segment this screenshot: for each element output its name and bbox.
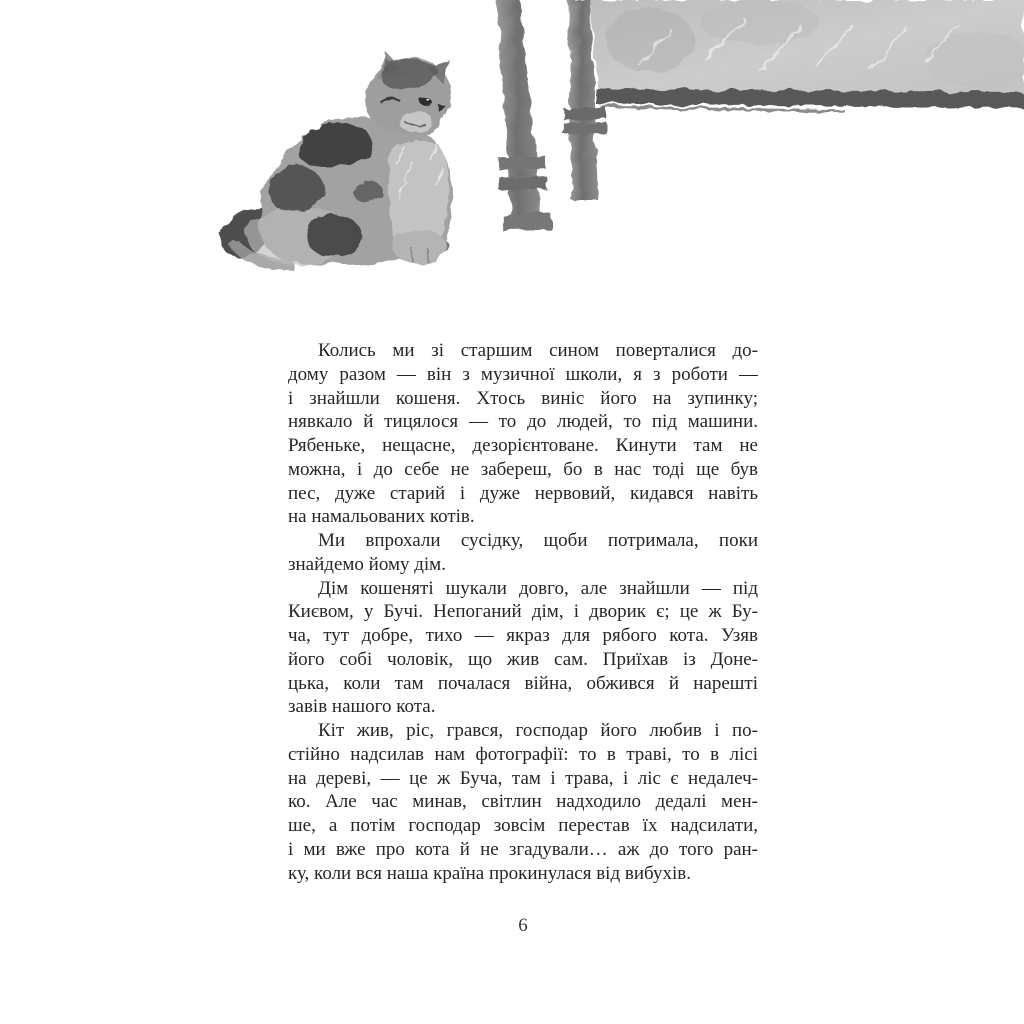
text-line: Колись ми зі старшим сином поверталися до- <box>318 340 758 361</box>
kitten-illustration <box>220 52 453 271</box>
text-line: ко. Але час минав, світлин надходило дедалі мен- <box>288 791 758 813</box>
text-line: дому разом — він з музичної школи, я з роботи — <box>288 363 758 385</box>
text-line: і знайшли кошеня. Хтось виніс його на зупинку; <box>288 387 758 409</box>
paragraph <box>288 719 758 885</box>
text-line: ку, коли вся наша країна прокинулася від вибухів. <box>288 862 691 884</box>
text-line: Кіт жив, ріс, грався, господар його любив і по- <box>318 720 758 741</box>
bench-illustration <box>497 0 1024 231</box>
paragraph <box>288 529 758 577</box>
paragraph <box>288 339 758 529</box>
kitten-paws <box>393 230 445 263</box>
bench-strap <box>497 0 543 230</box>
bench-seat-edge <box>596 89 1024 108</box>
text-line: нявкало й тицялося — то до людей, то під машини. <box>288 411 758 433</box>
text-line: на намальованих котів. <box>288 506 475 528</box>
text-line: можна, і до себе не забереш, бо в нас тоді ще був <box>288 458 758 480</box>
header-illustration <box>0 0 1024 320</box>
text-line: пес, дуже старий і дуже нервовий, кидався навіть <box>288 482 758 504</box>
text-line: його собі чоловік, що жив сам. Приїхав із Доне- <box>288 648 758 670</box>
text-block <box>288 339 758 885</box>
paragraph <box>288 577 758 720</box>
text-line: і ми вже про кота й не згадували… аж до того ран- <box>288 838 758 860</box>
text-line: ше, а потім господар зовсім перестав їх надсилати, <box>288 815 758 836</box>
text-line: Дім кошеняті шукали довго, але знайшли — під <box>318 577 758 599</box>
text-line: знайдемо йому дім. <box>288 553 446 575</box>
text-line: ча, тут добре, тихо — якраз для рябого кота. Узяв <box>288 625 758 646</box>
text-line: Києвом, у Бучі. Непоганий дім, і дворик є; це ж Бу- <box>288 601 758 623</box>
text-line: Рябеньке, нещасне, дезорієнтоване. Кинути там не <box>288 435 758 456</box>
text-line: завів нашого кота. <box>288 696 436 718</box>
text-line: Ми впрохали сусідку, щоби потримала, поки <box>318 530 758 551</box>
kitten-eye-right <box>421 98 432 107</box>
text-line: стійно надсилав нам фотографії: то в траві, то в лісі <box>288 743 758 765</box>
page-number: 6 <box>518 915 528 936</box>
text-line: цька, коли там почалася війна, обжився й нарешті <box>288 672 758 694</box>
text-line: на дереві, — це ж Буча, там і трава, і ліс є недалеч- <box>288 767 758 789</box>
